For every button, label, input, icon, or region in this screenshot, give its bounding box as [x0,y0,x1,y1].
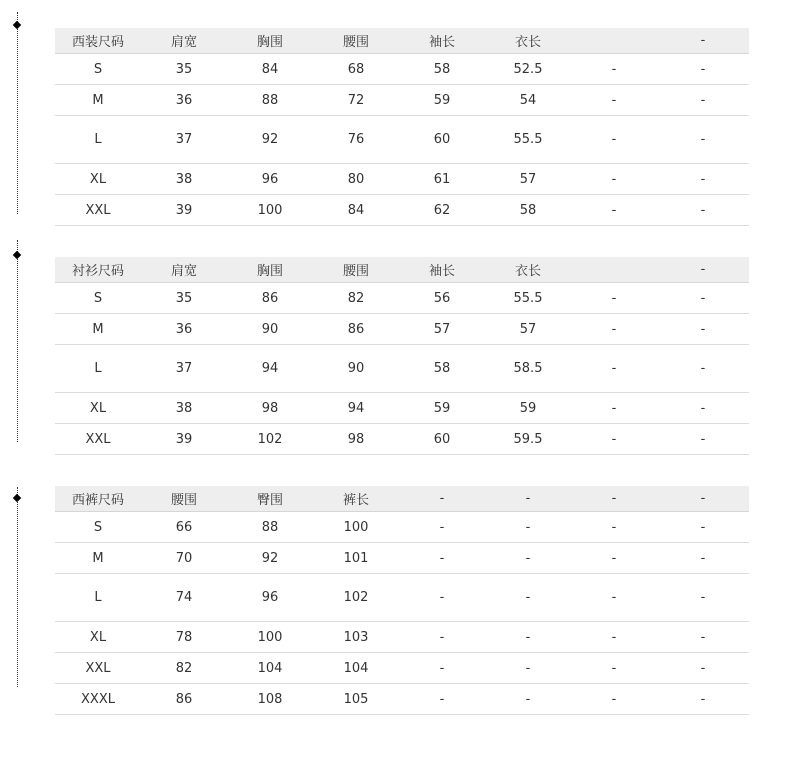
shirt-size-table [55,257,749,455]
measurement-cell: 100 [313,512,399,543]
table-row [55,684,749,715]
table-row [55,345,749,393]
measurement-cell: 101 [313,543,399,574]
size-label-cell: XL [55,393,141,424]
size-label-cell: L [55,574,141,622]
table-row [55,85,749,116]
measurement-cell: 82 [141,653,227,684]
measurement-cell: - [657,283,749,314]
header-cell: 胸围 [227,28,313,54]
header-cell: 肩宽 [141,28,227,54]
measurement-cell: 57 [485,164,571,195]
measurement-cell: 62 [399,195,485,226]
measurement-cell: 104 [227,653,313,684]
header-cell: 腰围 [313,257,399,283]
measurement-cell: 98 [313,424,399,455]
measurement-cell: 37 [141,345,227,393]
measurement-cell: - [399,622,485,653]
table-row [55,283,749,314]
table-header-row [55,486,749,512]
measurement-cell: 60 [399,116,485,164]
table-header-row [55,28,749,54]
size-label-cell: XXL [55,195,141,226]
table-row [55,512,749,543]
measurement-cell: - [571,684,657,715]
header-cell: 衣长 [485,257,571,283]
measurement-cell: - [657,424,749,455]
diamond-bullet-icon [13,494,21,502]
measurement-cell: 39 [141,195,227,226]
measurement-cell: 88 [227,85,313,116]
measurement-cell: 86 [141,684,227,715]
size-label-cell: XL [55,622,141,653]
measurement-cell: 96 [227,574,313,622]
measurement-cell: - [485,512,571,543]
size-label-cell: XXL [55,653,141,684]
table-row [55,543,749,574]
measurement-cell: - [571,653,657,684]
table-row [55,116,749,164]
measurement-cell: 96 [227,164,313,195]
header-cell: 西装尺码 [55,28,141,54]
measurement-cell: 36 [141,314,227,345]
measurement-cell: 39 [141,424,227,455]
measurement-cell: - [571,314,657,345]
table-row [55,653,749,684]
size-label-cell: S [55,54,141,85]
measurement-cell: 59 [399,85,485,116]
measurement-cell: 90 [227,314,313,345]
header-cell: - [399,486,485,512]
measurement-cell: 59.5 [485,424,571,455]
measurement-cell: 60 [399,424,485,455]
measurement-cell: 59 [399,393,485,424]
measurement-cell: - [571,543,657,574]
measurement-cell: - [485,543,571,574]
header-cell: 胸围 [227,257,313,283]
measurement-cell: 100 [227,622,313,653]
size-label-cell: S [55,283,141,314]
measurement-cell: - [571,164,657,195]
header-cell: - [657,28,749,54]
size-label-cell: XL [55,164,141,195]
header-cell: 肩宽 [141,257,227,283]
measurement-cell: 61 [399,164,485,195]
measurement-cell: 90 [313,345,399,393]
size-label-cell: M [55,314,141,345]
header-cell: 衣长 [485,28,571,54]
measurement-cell: 94 [313,393,399,424]
trousers-size-table [55,486,749,715]
section-marker-line [17,240,18,442]
table-row [55,54,749,85]
measurement-cell: - [399,653,485,684]
measurement-cell: - [485,574,571,622]
measurement-cell: - [399,512,485,543]
table-row [55,424,749,455]
measurement-cell: 36 [141,85,227,116]
header-cell: 腰围 [141,486,227,512]
table-row [55,164,749,195]
measurement-cell: 74 [141,574,227,622]
size-label-cell: XXXL [55,684,141,715]
measurement-cell: 38 [141,393,227,424]
table-row [55,574,749,622]
header-cell: - [485,486,571,512]
header-cell: 臀围 [227,486,313,512]
measurement-cell: - [571,393,657,424]
measurement-cell: 100 [227,195,313,226]
measurement-cell: 92 [227,543,313,574]
measurement-cell: 58.5 [485,345,571,393]
measurement-cell: 78 [141,622,227,653]
size-label-cell: L [55,345,141,393]
measurement-cell: - [657,195,749,226]
measurement-cell: 58 [485,195,571,226]
measurement-cell: 86 [227,283,313,314]
measurement-cell: - [657,684,749,715]
header-cell: 袖长 [399,257,485,283]
measurement-cell: - [399,574,485,622]
measurement-cell: 55.5 [485,116,571,164]
measurement-cell: 88 [227,512,313,543]
measurement-cell: - [571,424,657,455]
measurement-cell: 86 [313,314,399,345]
size-label-cell: M [55,85,141,116]
header-cell: - [571,486,657,512]
measurement-cell: 58 [399,54,485,85]
measurement-cell: - [485,684,571,715]
table-row [55,195,749,226]
measurement-cell: 84 [227,54,313,85]
measurement-cell: - [571,283,657,314]
header-cell [571,257,657,283]
measurement-cell: 35 [141,54,227,85]
size-label-cell: XXL [55,424,141,455]
measurement-cell: - [571,574,657,622]
measurement-cell: 58 [399,345,485,393]
measurement-cell: 55.5 [485,283,571,314]
measurement-cell: 54 [485,85,571,116]
table-row [55,622,749,653]
measurement-cell: 108 [227,684,313,715]
measurement-cell: 56 [399,283,485,314]
measurement-cell: 70 [141,543,227,574]
measurement-cell: 37 [141,116,227,164]
measurement-cell: - [657,345,749,393]
section-marker-line [17,12,18,214]
diamond-bullet-icon [13,21,21,29]
measurement-cell: - [657,164,749,195]
measurement-cell: - [657,653,749,684]
measurement-cell: - [657,85,749,116]
measurement-cell: - [571,116,657,164]
measurement-cell: 105 [313,684,399,715]
section-marker-line [17,487,18,687]
measurement-cell: 72 [313,85,399,116]
suit-size-table [55,28,749,226]
measurement-cell: 103 [313,622,399,653]
header-cell [571,28,657,54]
measurement-cell: 52.5 [485,54,571,85]
size-label-cell: L [55,116,141,164]
header-cell: 腰围 [313,28,399,54]
measurement-cell: 102 [227,424,313,455]
header-cell: 衬衫尺码 [55,257,141,283]
measurement-cell: - [571,345,657,393]
table-header-row [55,257,749,283]
header-cell: 西裤尺码 [55,486,141,512]
header-cell: 袖长 [399,28,485,54]
measurement-cell: 82 [313,283,399,314]
measurement-cell: 66 [141,512,227,543]
measurement-cell: - [657,54,749,85]
measurement-cell: 104 [313,653,399,684]
measurement-cell: - [399,543,485,574]
measurement-cell: 35 [141,283,227,314]
measurement-cell: 84 [313,195,399,226]
measurement-cell: - [571,195,657,226]
measurement-cell: 59 [485,393,571,424]
diamond-bullet-icon [13,251,21,259]
measurement-cell: 92 [227,116,313,164]
measurement-cell: 80 [313,164,399,195]
measurement-cell: - [657,512,749,543]
measurement-cell: - [571,512,657,543]
measurement-cell: 68 [313,54,399,85]
measurement-cell: 57 [399,314,485,345]
measurement-cell: 94 [227,345,313,393]
measurement-cell: - [657,393,749,424]
measurement-cell: - [657,116,749,164]
measurement-cell: - [571,54,657,85]
header-cell: - [657,486,749,512]
measurement-cell: 57 [485,314,571,345]
size-label-cell: S [55,512,141,543]
measurement-cell: - [657,314,749,345]
header-cell: - [657,257,749,283]
header-cell: 裤长 [313,486,399,512]
measurement-cell: - [571,622,657,653]
measurement-cell: - [657,622,749,653]
measurement-cell: - [657,543,749,574]
measurement-cell: - [485,622,571,653]
measurement-cell: 76 [313,116,399,164]
measurement-cell: 102 [313,574,399,622]
table-row [55,393,749,424]
measurement-cell: 38 [141,164,227,195]
measurement-cell: - [657,574,749,622]
size-label-cell: M [55,543,141,574]
measurement-cell: 98 [227,393,313,424]
measurement-cell: - [485,653,571,684]
measurement-cell: - [571,85,657,116]
measurement-cell: - [399,684,485,715]
table-row [55,314,749,345]
